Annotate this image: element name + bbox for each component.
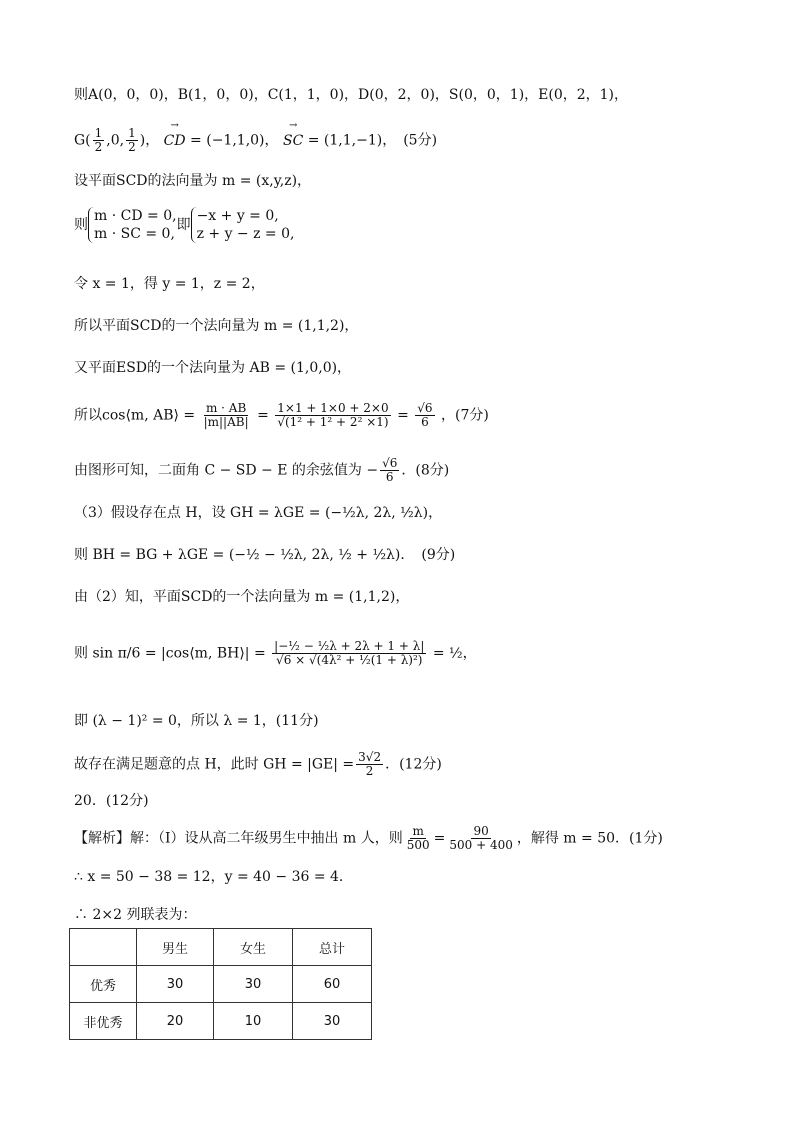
fraction-num: m · AB [205, 401, 247, 415]
cos-suffix: ，(7分) [441, 407, 489, 424]
dihedral-line [74, 457, 449, 484]
normal-esd-line [74, 359, 351, 377]
conclusion-prefix: 故存在满足题意的点 H，此时 GH = |GE| = [74, 756, 355, 773]
system-row-3: −x + y = 0, [196, 208, 279, 224]
fraction-half-2 [126, 127, 138, 154]
problem-20-text: 20．(12分) [74, 793, 149, 809]
g-point-prefix: G( [74, 132, 91, 149]
fraction-num: 1 [128, 126, 136, 140]
lambda-text: 即 (λ − 1)² = 0，所以 λ = 1，(11分) [74, 713, 319, 729]
table-cell: 30 [293, 1003, 372, 1040]
xy-line [74, 868, 353, 886]
g-point-mid: ,0, [106, 132, 125, 149]
conclusion-suffix: ．(12分) [385, 756, 442, 773]
conclusion-line [74, 751, 442, 778]
fraction-num: |−½ − ½λ + 2λ + 1 + λ| [274, 639, 425, 653]
sin-fraction [272, 640, 426, 667]
normal-scd-line [74, 317, 358, 335]
bh-text: 则 BH = BG + λGE = (−½ − ½λ, 2λ, ½ + ½λ)． (9分) [74, 547, 456, 563]
part3-text: （3）假设存在点 H，设 GH = λGE = (−½λ, 2λ, ½λ)， [74, 505, 443, 521]
bh-line [74, 546, 455, 564]
coordinates-text: 则A(0，0，0)，B(1，0，0)，C(1，1，0)，D(0，2，0)，S(0，0，1)，E(0，2，1)， [74, 87, 629, 103]
vector-sc-value: = (1,1,−1)， (5分) [303, 132, 438, 149]
table-cell: 10 [214, 1003, 293, 1040]
system-mid: 即 [176, 217, 191, 233]
fraction-num: √6 [417, 401, 433, 415]
system-row-4: z + y − z = 0, [196, 226, 295, 242]
system-row-2: m · SC = 0, [94, 226, 175, 242]
table-cell: 非优秀 [70, 1003, 137, 1040]
g-point-suffix: )， [139, 132, 160, 149]
sin-prefix: 则 sin π/6 = |cos⟨m, BH⟩| = [74, 645, 266, 662]
conclusion-fraction [356, 751, 383, 778]
table-header-cell: 男生 [137, 929, 214, 966]
table-row [70, 966, 372, 1003]
equals-sign: = [433, 830, 446, 847]
fraction-den: 2 [94, 140, 103, 154]
g-point-line [74, 127, 437, 154]
fraction-num: m [412, 824, 424, 838]
fraction-num: 1 [94, 126, 103, 140]
analysis-prefix: 【解析】解：（Ⅰ）设从高二年级男生中抽出 m 人，则 [74, 830, 403, 847]
fraction-den: 6 [421, 415, 429, 429]
let-x-line [74, 275, 265, 293]
fraction-num: 3√2 [358, 750, 382, 764]
xy-text: ∴ x = 50 − 38 = 12，y = 40 − 36 = 4． [74, 869, 353, 885]
let-x-text: 令 x = 1，得 y = 1，z = 2， [74, 276, 265, 292]
from2-line [74, 588, 409, 606]
table-intro-line [74, 906, 196, 924]
fraction-den: √6 × √(4λ² + ½(1 + λ)²) [276, 653, 423, 667]
fraction-den: 500 [406, 838, 430, 852]
vector-cd: → CD [164, 132, 186, 150]
fraction-den: 2 [365, 764, 374, 778]
table-header-row [70, 929, 372, 966]
fraction-num: 90 [473, 824, 489, 838]
fraction-den: |m||AB| [203, 415, 249, 429]
fraction-den: 2 [128, 140, 136, 154]
fraction-den: √(1² + 1² + 2² ×1) [277, 415, 389, 429]
analysis-line [74, 825, 663, 852]
system-line [74, 207, 294, 243]
system-brace-left [88, 207, 177, 243]
system-prefix: 则 [74, 217, 88, 233]
system-row-1: m · CD = 0, [94, 208, 177, 224]
system-brace-right [191, 207, 295, 243]
dihedral-fraction [380, 457, 399, 484]
table-header-cell [70, 929, 137, 966]
part3-line [74, 504, 442, 522]
normal-esd-text: 又平面ESD的一个法向量为 AB = (1,0,0)， [74, 360, 352, 376]
table-header-cell: 女生 [214, 929, 293, 966]
coordinates-line [74, 86, 628, 104]
fraction-half [93, 127, 105, 154]
normal-vector-line [74, 172, 311, 190]
cos-fraction-3 [415, 402, 434, 429]
analysis-fraction-2 [447, 825, 515, 852]
sin-suffix: = ½， [432, 645, 477, 662]
cos-fraction-1 [202, 402, 251, 429]
fraction-den: 500 + 400 [449, 838, 513, 852]
equals-sign-2: = [397, 407, 409, 424]
equals-sign: = [257, 407, 269, 424]
vector-cd-value: = (−1,1,0)， [185, 132, 279, 149]
vector-sc: → SC [283, 132, 303, 150]
cos-line [74, 402, 489, 429]
problem-20-heading [74, 792, 149, 810]
sin-line [74, 640, 477, 667]
table-row [70, 1003, 372, 1040]
table-header-cell: 总计 [293, 929, 372, 966]
table-cell: 60 [293, 966, 372, 1003]
table-cell: 20 [137, 1003, 214, 1040]
table-cell: 优秀 [70, 966, 137, 1003]
from2-text: 由（2）知，平面SCD的一个法向量为 m = (1,1,2)， [74, 589, 410, 605]
table-intro-text: ∴ 2×2 列联表为： [74, 907, 197, 923]
contingency-table [69, 928, 372, 1040]
dihedral-prefix: 由图形可知，二面角 C − SD − E 的余弦值为 − [74, 462, 379, 479]
analysis-suffix: ，解得 m = 50．(1分) [516, 830, 663, 847]
normal-vector-text: 设平面SCD的法向量为 m = (x,y,z)， [74, 173, 312, 189]
analysis-fraction-1 [405, 825, 432, 852]
dihedral-suffix: ．(8分) [401, 462, 450, 479]
normal-scd-text: 所以平面SCD的一个法向量为 m = (1,1,2)， [74, 318, 359, 334]
cos-fraction-2 [275, 402, 390, 429]
fraction-num: √6 [382, 456, 398, 470]
fraction-num: 1×1 + 1×0 + 2×0 [277, 401, 389, 415]
table-cell: 30 [137, 966, 214, 1003]
table-cell: 30 [214, 966, 293, 1003]
cos-prefix: 所以cos⟨m, AB⟩ = [74, 407, 196, 424]
lambda-line [74, 712, 319, 730]
fraction-den: 6 [385, 470, 394, 484]
